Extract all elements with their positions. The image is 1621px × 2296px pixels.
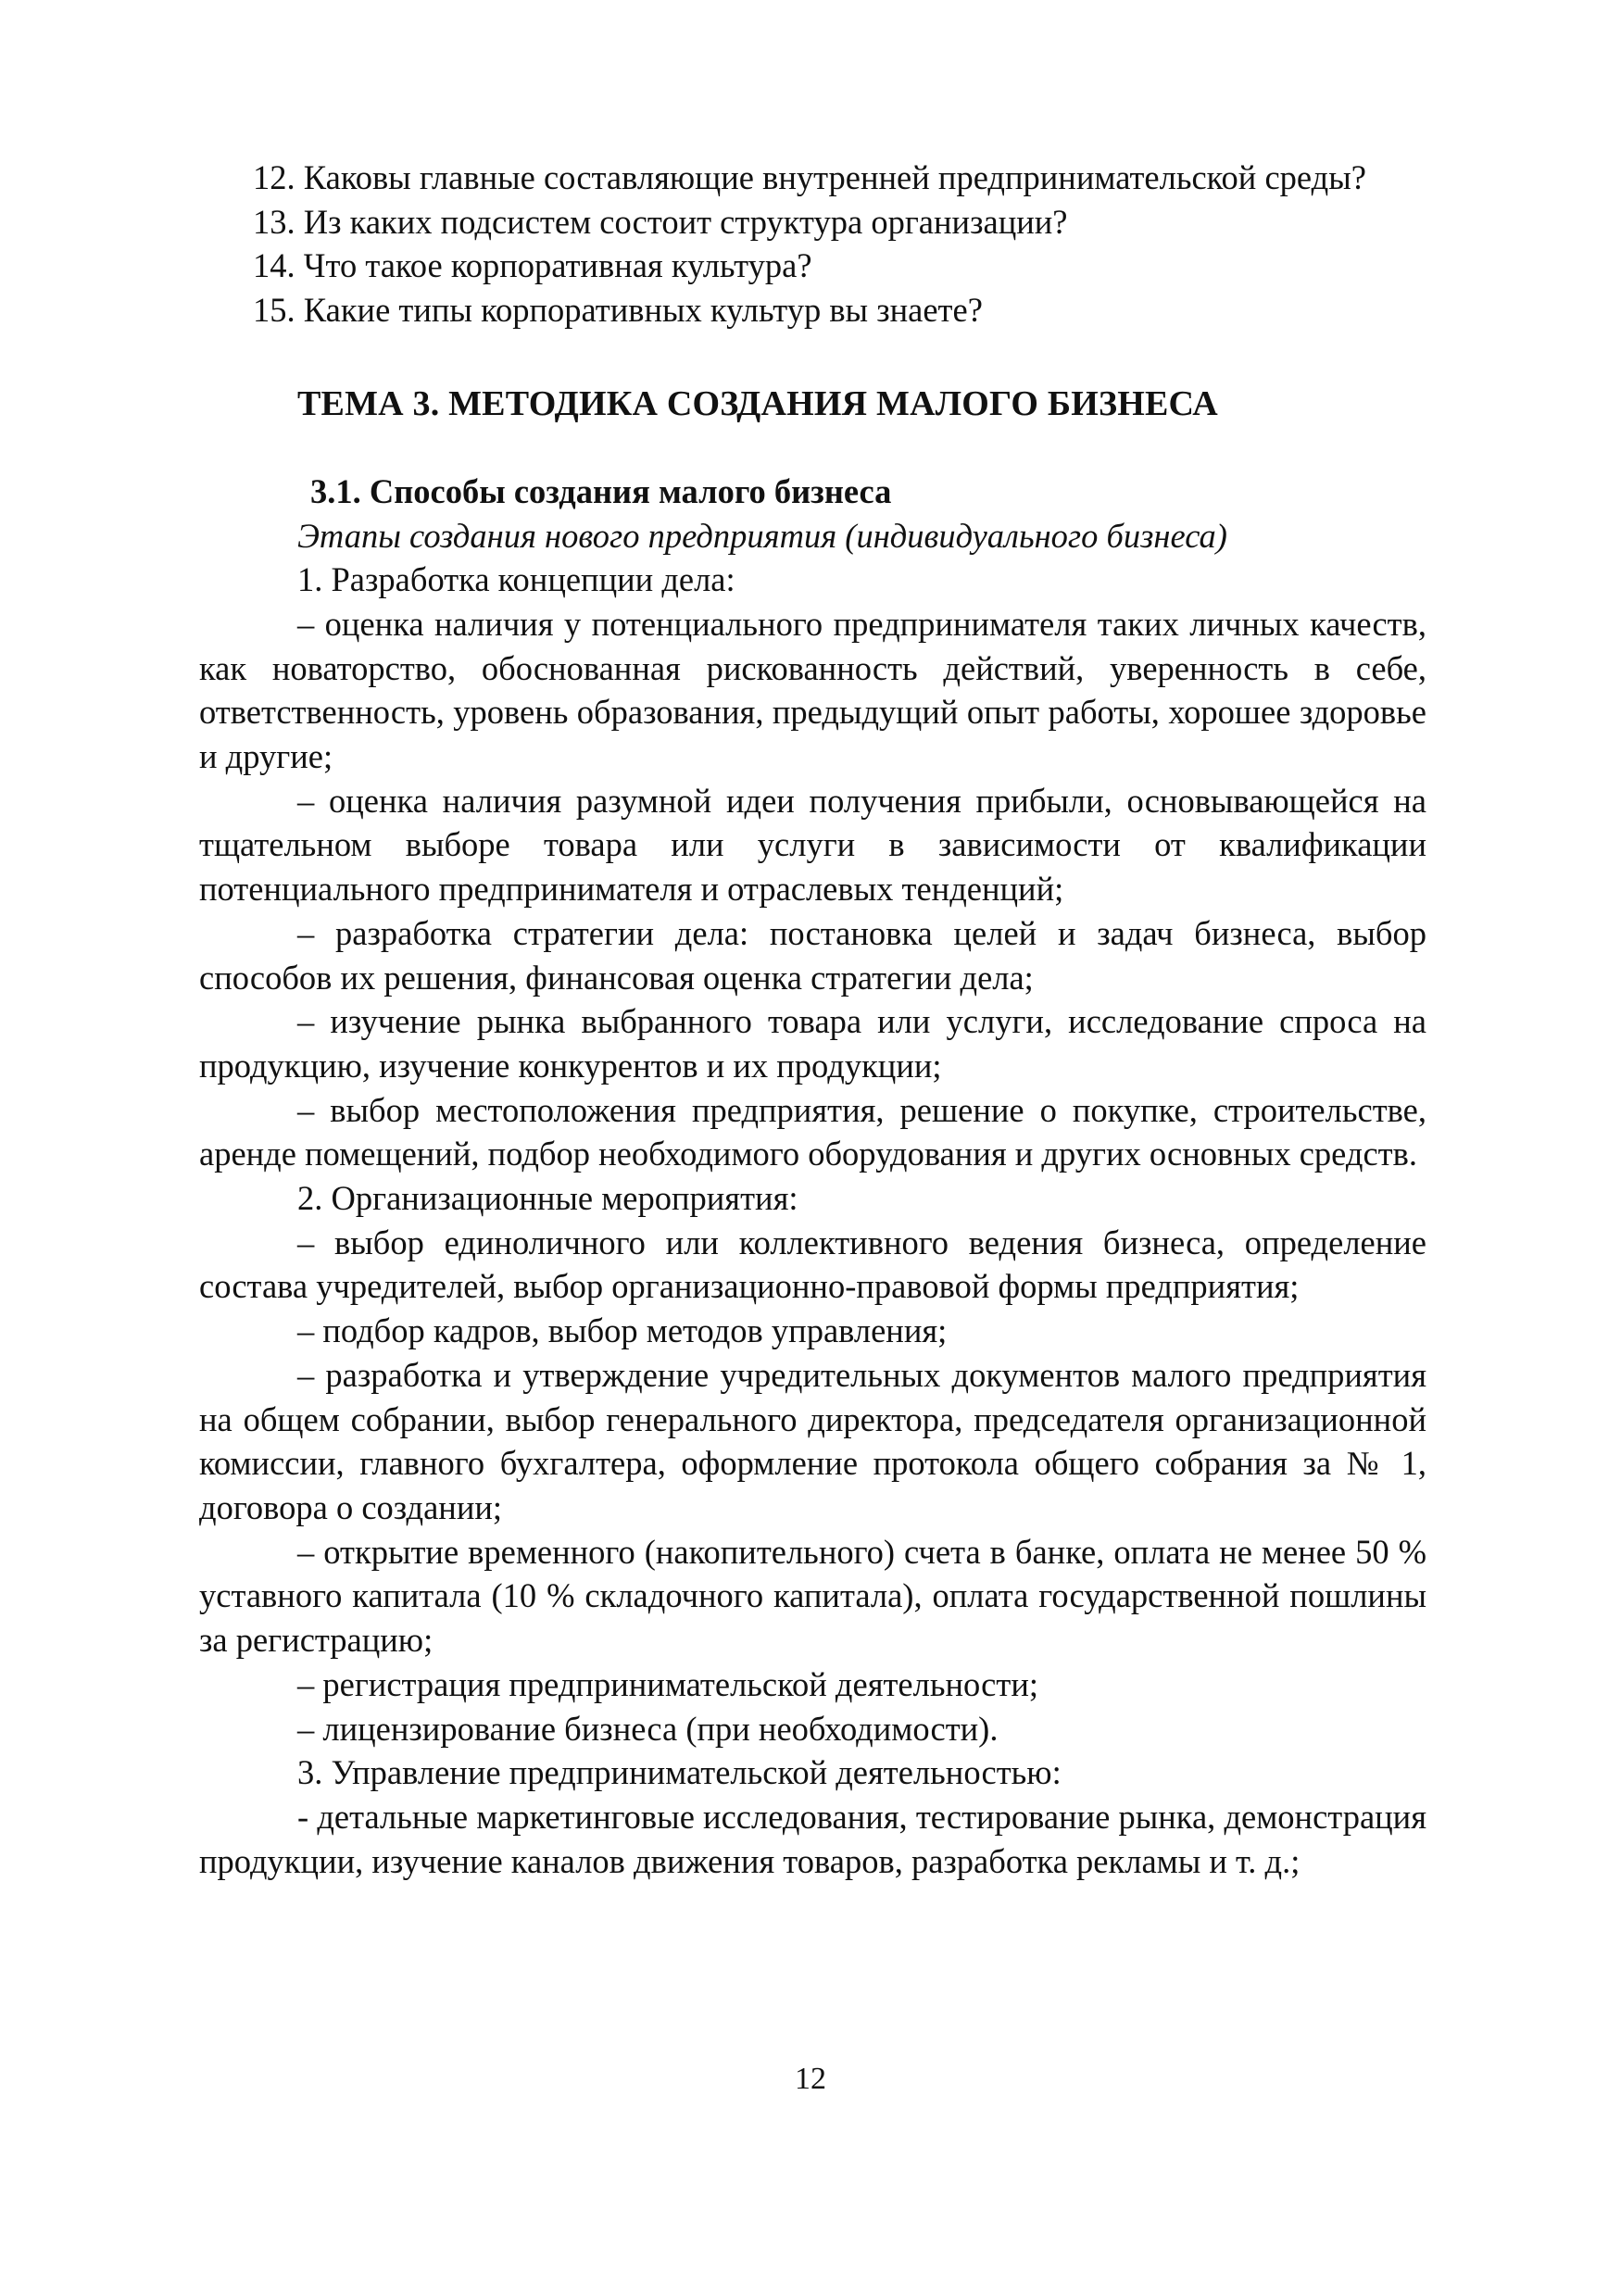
paragraph-step-3: 3. Управление предпринимательской деятельностью: xyxy=(297,1753,1062,1792)
paragraph-personal-qualities: – оценка наличия у потенциального предпринимателя таких личных качеств, как новаторство, обоснованная рискованность действий, уверенность в себе, ответственность, уровень образования, предыдущий опыт работы, хорошее здоровье и другие; xyxy=(199,604,1426,776)
paragraph-step-1: 1. Разработка концепции дела: xyxy=(297,560,735,599)
document-page xyxy=(199,156,1426,1883)
paragraph-licensing: – лицензирование бизнеса (при необходимости). xyxy=(297,1709,999,1748)
paragraph-founding-documents: – разработка и утверждение учредительных документов малого предприятия на общем собрании, выбор генерального директора, председателя организационной комиссии, главного бухгалтера, оформление протокола общего собрания за № 1, договора о создании; xyxy=(199,1355,1426,1526)
paragraph-step-2: 2. Организационные мероприятия: xyxy=(297,1179,798,1218)
question-13: 13. Из каких подсистем состоит структура организации? xyxy=(253,202,1068,241)
page-number: 12 xyxy=(795,2062,826,2096)
question-12: 12. Каковы главные составляющие внутренней предпринимательской среды? xyxy=(253,158,1366,196)
paragraph-business-form: – выбор единоличного или коллективного ведения бизнеса, определение состава учредителей, выбор организационно-правовой формы предприятия; xyxy=(199,1223,1426,1306)
paragraph-bank-account: – открытие временного (накопительного) счета в банке, оплата не менее 50 % уставного капитала (10 % складочного капитала), оплата государственной пошлины за регистрацию; xyxy=(199,1532,1426,1660)
paragraph-registration: – регистрация предпринимательской деятельности; xyxy=(297,1664,1039,1703)
section-subtitle: Этапы создания нового предприятия (индивидуального бизнеса) xyxy=(297,516,1227,555)
paragraph-market-study: – изучение рынка выбранного товара или услуги, исследование спроса на продукцию, изучение конкурентов и их продукции; xyxy=(199,1002,1426,1085)
paragraph-profit-idea: – оценка наличия разумной идеи получения прибыли, основывающейся на тщательном выборе товара или услуги в зависимости от квалификации потенциального предпринимателя и отраслевых тенденций; xyxy=(199,781,1426,909)
paragraph-marketing: - детальные маркетинговые исследования, тестирование рынка, демонстрация продукции, изучение каналов движения товаров, разработка рекламы и т. д.; xyxy=(199,1797,1426,1880)
paragraph-staffing: – подбор кадров, выбор методов управления; xyxy=(297,1311,948,1350)
question-14: 14. Что такое корпоративная культура? xyxy=(253,246,812,285)
paragraph-strategy: – разработка стратегии дела: постановка целей и задач бизнеса, выбор способов их решения, финансовая оценка стратегии дела; xyxy=(199,913,1426,997)
topic-title: ТЕМА 3. МЕТОДИКА СОЗДАНИЯ МАЛОГО БИЗНЕСА xyxy=(297,383,1218,423)
paragraph-location: – выбор местоположения предприятия, решение о покупке, строительстве, аренде помещений, подбор необходимого оборудования и других основных средств. xyxy=(199,1090,1426,1173)
question-15: 15. Какие типы корпоративных культур вы знаете? xyxy=(253,291,983,330)
section-title: 3.1. Способы создания малого бизнеса xyxy=(310,471,892,510)
